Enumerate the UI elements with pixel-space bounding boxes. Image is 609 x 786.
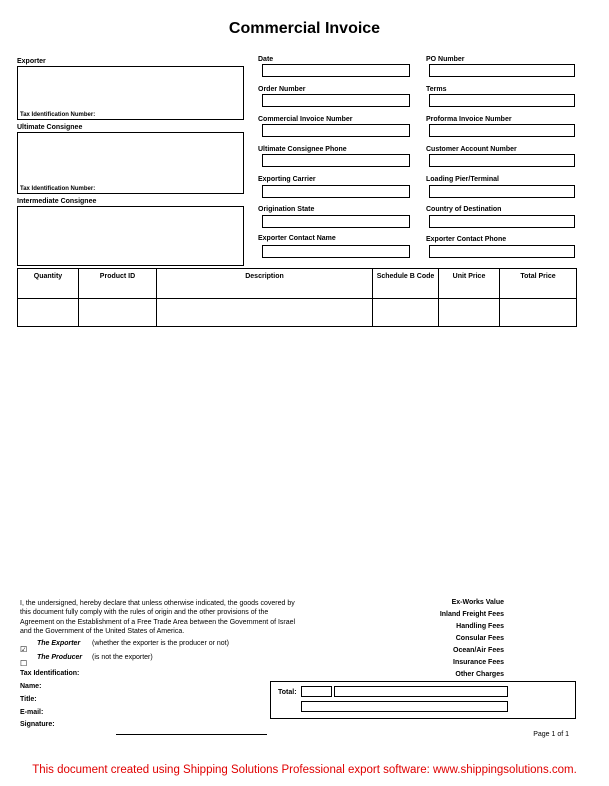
exporter-label: Exporter [17,58,46,65]
commercial-invoice-number-field[interactable] [262,124,410,137]
page-number: Page 1 of 1 [533,731,569,738]
total-price-cell[interactable] [500,299,577,327]
terms-field[interactable] [429,94,575,107]
proforma-invoice-number-field[interactable] [429,124,575,137]
intermediate-consignee-box[interactable] [17,206,244,266]
quantity-cell[interactable] [18,299,79,327]
unchecked-box-icon[interactable]: ☐ [20,659,28,668]
ultimate-consignee-label: Ultimate Consignee [17,124,83,131]
table-row [18,299,577,327]
exporter-contact-name-label: Exporter Contact Name [258,235,336,242]
exporter-contact-name-field[interactable] [262,245,410,258]
name-label: Name: [20,683,42,690]
order-number-label: Order Number [258,86,306,93]
checked-box-icon[interactable]: ☑ [20,645,28,654]
producer-option[interactable] [20,653,153,671]
producer-option-note: (is not the exporter) [92,654,153,661]
items-table [17,268,577,327]
inland-freight-fees-label: Inland Freight Fees [439,611,504,618]
loading-pier-terminal-label: Loading Pier/Terminal [426,176,499,183]
customer-account-number-field[interactable] [429,154,575,167]
other-charges-label: Other Charges [455,671,504,678]
exporter-option-label: The Exporter [37,640,81,647]
po-number-field[interactable] [429,64,575,77]
items-table-header [18,269,577,299]
unit-price-cell[interactable] [439,299,500,327]
ultimate-consignee-box[interactable] [17,132,244,194]
consular-fees-label: Consular Fees [455,635,504,642]
total-label: Total: [278,689,297,696]
proforma-invoice-number-label: Proforma Invoice Number [426,116,512,123]
title-label: Title: [20,696,37,703]
column-header-product-id: Product ID [79,269,157,299]
intermediate-consignee-label: Intermediate Consignee [17,198,97,205]
insurance-fees-label: Insurance Fees [453,659,504,666]
schedule-b-code-cell[interactable] [373,299,439,327]
document-title: Commercial Invoice [228,20,381,37]
footer-notice: This document created using Shipping Solutions Professional export software: www.shippingsolutions.com. [32,764,577,776]
total-currency-field[interactable] [301,686,332,697]
consignee-tax-id-label: Tax Identification Number: [20,186,96,192]
po-number-label: PO Number [426,56,465,63]
column-header-description: Description [157,269,373,299]
order-number-field[interactable] [262,94,410,107]
exporting-carrier-field[interactable] [262,185,410,198]
declaration-text: I, the undersigned, hereby declare that unless otherwise indicated, the goods covered by this document fully comply with the rules of origin and the other provisions of the Agreement on the Establishment of a Free Trade Area between the Government of Israel and the Government of the United States of America. [20,600,296,635]
total-words-field[interactable] [301,701,508,712]
country-of-destination-field[interactable] [429,215,575,228]
customer-account-number-label: Customer Account Number [426,146,517,153]
commercial-invoice-number-label: Commercial Invoice Number [258,116,353,123]
signature-line[interactable] [116,734,267,735]
tax-identification-label: Tax Identification: [20,670,80,677]
exporter-contact-phone-field[interactable] [429,245,575,258]
column-header-total-price: Total Price [500,269,577,299]
exporter-option-note: (whether the exporter is the producer or not) [92,640,229,647]
column-header-schedule-b-code: Schedule B Code [373,269,439,299]
country-of-destination-label: Country of Destination [426,206,502,213]
ultimate-consignee-phone-label: Ultimate Consignee Phone [258,146,347,153]
loading-pier-terminal-field[interactable] [429,185,575,198]
description-cell[interactable] [157,299,373,327]
exporter-tax-id-label: Tax Identification Number: [20,112,96,118]
producer-option-label: The Producer [37,654,83,661]
total-amount-field[interactable] [334,686,508,697]
exporting-carrier-label: Exporting Carrier [258,176,316,183]
origination-state-label: Origination State [258,206,315,213]
date-field[interactable] [262,64,410,77]
column-header-quantity: Quantity [18,269,79,299]
exporter-contact-phone-label: Exporter Contact Phone [426,236,507,243]
column-header-unit-price: Unit Price [439,269,500,299]
origination-state-field[interactable] [262,215,410,228]
terms-label: Terms [426,86,447,93]
email-label: E-mail: [20,709,44,716]
ex-works-value-label: Ex-Works Value [451,599,504,606]
date-label: Date [258,56,274,63]
signature-label: Signature: [20,721,55,728]
handling-fees-label: Handling Fees [456,623,504,630]
product-id-cell[interactable] [79,299,157,327]
ocean-air-fees-label: Ocean/Air Fees [453,647,504,654]
ultimate-consignee-phone-field[interactable] [262,154,410,167]
